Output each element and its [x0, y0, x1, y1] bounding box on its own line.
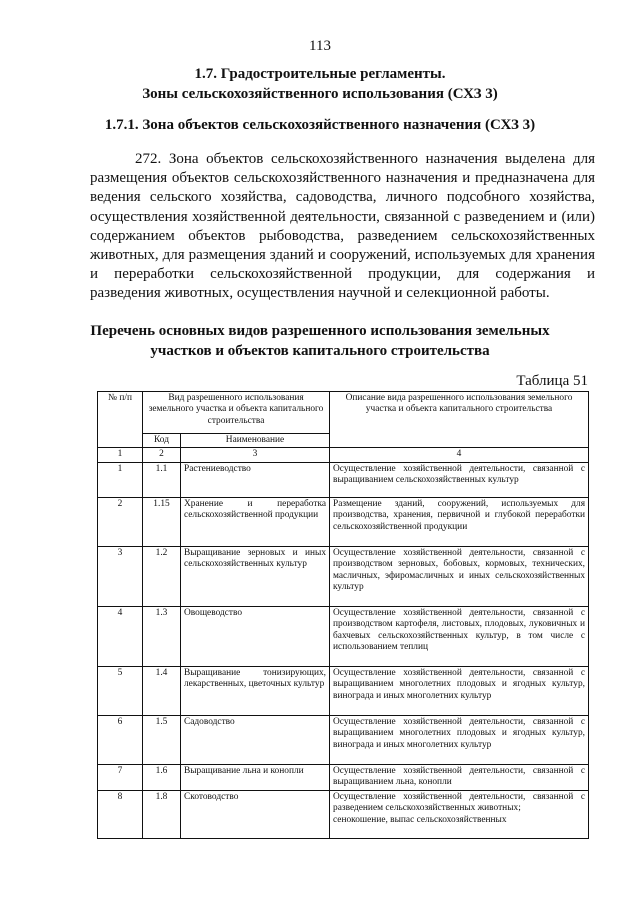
- row-number: 2: [98, 497, 143, 546]
- table-caption: Таблица 51: [516, 373, 588, 389]
- row-name: Садоводство: [181, 715, 330, 764]
- row-name: Выращивание тонизирующих, лекарственных, цветочных культур: [181, 666, 330, 715]
- table-row: [98, 790, 589, 838]
- row-description: Осуществление хозяйственной деятельности, связанной с выращиванием сельскохозяйственных культур: [330, 462, 589, 497]
- row-code: 1.3: [143, 606, 181, 666]
- list-title-line1: Перечень основных видов разрешенного использования земельных: [90, 323, 550, 339]
- section-heading-line2: Зоны сельскохозяйственного использования (СХЗ 3): [142, 86, 498, 102]
- row-description: Осуществление хозяйственной деятельности, связанной с выращиванием многолетних плодовых и ягодных культур, винограда и иных многолетних культур: [330, 715, 589, 764]
- row-code: 1.8: [143, 790, 181, 838]
- row-code: 1.2: [143, 546, 181, 606]
- row-number: 1: [98, 462, 143, 497]
- row-description-part2: сенокошение, выпас сельскохозяйственных: [333, 814, 507, 825]
- row-name: Выращивание зерновых и иных сельскохозяйственных культур: [181, 546, 330, 606]
- header-description: Описание вида разрешенного использования земельного участка и объекта капитального строительства: [330, 392, 589, 448]
- column-number-4: 4: [330, 448, 589, 462]
- header-use-kind: Вид разрешенного использования земельного участка и объекта капитального строительства: [143, 392, 330, 434]
- row-number: 5: [98, 666, 143, 715]
- list-title-line2: участков и объектов капитального строительства: [150, 343, 490, 359]
- table-row: [98, 715, 589, 764]
- row-number: 4: [98, 606, 143, 666]
- row-description: Осуществление хозяйственной деятельности, связанной с производством зерновых, бобовых, кормовых, технических, масличных, эфиромасличных и иных сельскохозяйственных культур: [330, 546, 589, 606]
- table-row: [98, 497, 589, 546]
- row-code: 1.5: [143, 715, 181, 764]
- row-name: Хранение и переработка сельскохозяйственной продукции: [181, 497, 330, 546]
- header-name: Наименование: [181, 434, 330, 448]
- row-description: [330, 790, 589, 838]
- row-code: 1.1: [143, 462, 181, 497]
- row-name: Выращивание льна и конопли: [181, 764, 330, 790]
- header-code: Код: [143, 434, 181, 448]
- row-number: 8: [98, 790, 143, 838]
- row-number: 7: [98, 764, 143, 790]
- row-code: 1.15: [143, 497, 181, 546]
- row-code: 1.6: [143, 764, 181, 790]
- section-heading-line1: 1.7. Градостроительные регламенты.: [194, 66, 446, 82]
- row-number: 6: [98, 715, 143, 764]
- page-number: 113: [309, 38, 331, 54]
- subsection-heading: 1.7.1. Зона объектов сельскохозяйственного назначения (СХЗ 3): [104, 117, 536, 133]
- row-number: 3: [98, 546, 143, 606]
- row-description: Осуществление хозяйственной деятельности, связанной с выращиванием льна, конопли: [330, 764, 589, 790]
- permitted-use-table: [97, 391, 589, 839]
- table-row: [98, 546, 589, 606]
- header-number: № п/п: [98, 392, 143, 448]
- table-row: [98, 666, 589, 715]
- table-row: [98, 462, 589, 497]
- row-name: Скотоводство: [181, 790, 330, 838]
- row-description: Размещение зданий, сооружений, используемых для производства, хранения, первичной и глубокой переработки сельскохозяйственной продукции: [330, 497, 589, 546]
- table-row: [98, 764, 589, 790]
- zone-description-paragraph: 272. Зона объектов сельскохозяйственного назначения выделена для размещения объектов сельскохозяйственного назначения и предназначена для ведения сельского хозяйства, садоводства, личного подсобного хозяйства, осуществления хозяйственной деятельности, связанной с разведением и (или) содержанием объектов рыбоводства, разведением сельскохозяйственных животных, для размещения зданий и сооружений, используемых для хранения и переработки сельскохозяйственной продукции, для содержания и разведения животных, осуществления научной и селекционной работы.: [90, 151, 595, 302]
- row-description: Осуществление хозяйственной деятельности, связанной с выращиванием многолетних плодовых и ягодных культур, винограда и иных многолетних культур: [330, 666, 589, 715]
- row-description: Осуществление хозяйственной деятельности, связанной с производством картофеля, листовых, плодовых, луковичных и бахчевых сельскохозяйственных культур, в том числе с использованием теплиц: [330, 606, 589, 666]
- column-number-2: 2: [143, 448, 181, 462]
- row-name: Растениеводство: [181, 462, 330, 497]
- column-number-1: 1: [98, 448, 143, 462]
- row-code: 1.4: [143, 666, 181, 715]
- row-name: Овощеводство: [181, 606, 330, 666]
- row-description-part1: Осуществление хозяйственной деятельности, связанной с разведением сельскохозяйственных животных;: [333, 791, 586, 814]
- column-number-3: 3: [181, 448, 330, 462]
- table-row: [98, 606, 589, 666]
